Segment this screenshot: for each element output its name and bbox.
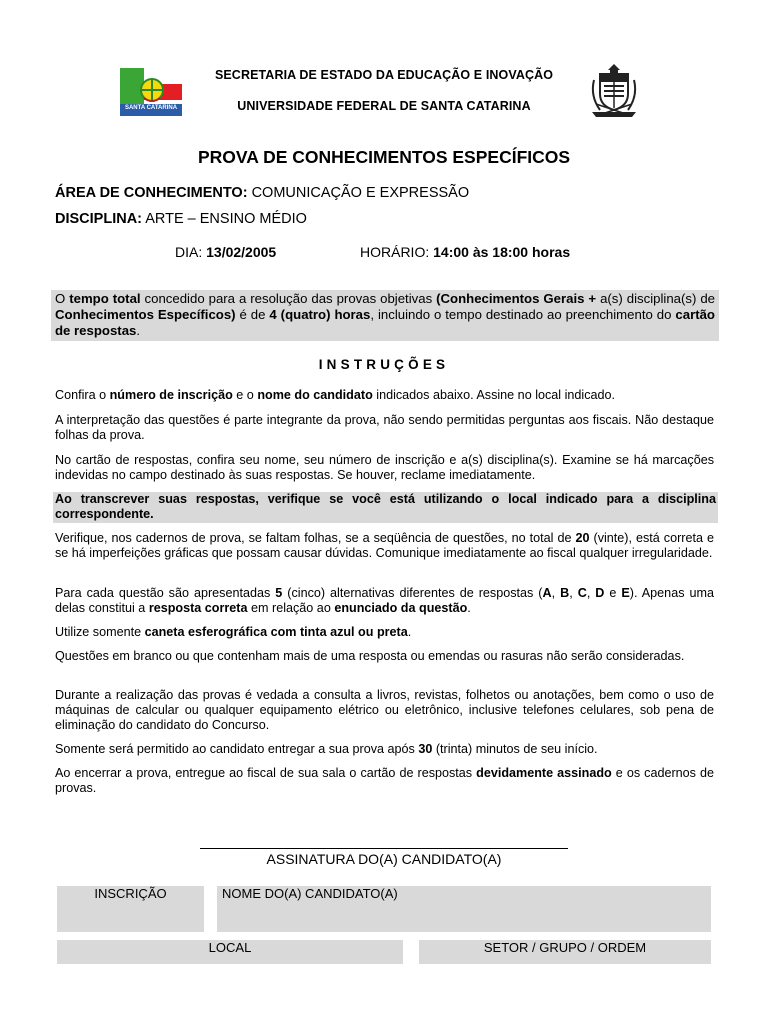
- area-value: COMUNICAÇÃO E EXPRESSÃO: [251, 185, 470, 201]
- horario-label: HORÁRIO:: [360, 244, 430, 260]
- page-title: PROVA DE CONHECIMENTOS ESPECÍFICOS: [197, 147, 571, 167]
- bold-text: resposta correta: [148, 601, 248, 615]
- signature-label: ASSINATURA DO(A) CANDIDATO(A): [266, 851, 502, 867]
- disciplina-label: DISCIPLINA:: [55, 211, 142, 227]
- bold-text: número de inscrição: [109, 388, 233, 402]
- bold-text: tempo total: [69, 291, 141, 306]
- horario-value: 14:00 às 18:00 horas: [433, 244, 571, 260]
- text-segment: Ao encerrar a prova, entregue ao fiscal de sua sala o cartão de respostas: [55, 766, 477, 780]
- header-universidade: UNIVERSIDADE FEDERAL DE SANTA CATARINA: [237, 99, 531, 113]
- instruction-paragraph: [55, 586, 714, 616]
- area-label: ÁREA DE CONHECIMENTO:: [55, 185, 248, 201]
- bold-text: 5: [275, 586, 283, 600]
- disciplina-value: ARTE – ENSINO MÉDIO: [145, 211, 307, 227]
- bold-text: Conhecimentos Específicos): [55, 307, 236, 322]
- bold-text: C: [577, 586, 587, 600]
- text-segment: (cinco) alternativas diferentes de respostas (: [282, 586, 543, 600]
- setor-grupo-ordem-box[interactable]: [419, 940, 711, 964]
- text-segment: e: [604, 586, 622, 600]
- text-segment: (vinte), está correta e se há imperfeições gráficas que possam causar dúvidas. Comunique imediatamente ao fiscal qualquer irregularidade.: [55, 531, 714, 560]
- disciplina: [55, 211, 307, 227]
- text-segment: concedido para a resolução das provas objetivas: [140, 291, 437, 306]
- instruction-paragraph: [55, 531, 714, 561]
- bold-text: 30: [418, 742, 433, 756]
- bold-text: E: [621, 586, 630, 600]
- text-segment: Durante a realização das provas é vedada a consulta a livros, revistas, folhetos ou anotações, bem como o uso de máquinas de calcular ou qualquer equipamento elétrico ou eletrônico, inclusive telefones celulares, sob pena de eliminação do candidato do Concurso.: [55, 688, 714, 732]
- signature-line[interactable]: [200, 848, 568, 849]
- text-segment: A interpretação das questões é parte integrante da prova, não sendo permitidas perguntas aos fiscais. Não destaque folhas da prova.: [55, 413, 714, 442]
- text-segment: e o: [232, 388, 258, 402]
- text-segment: ,: [551, 586, 561, 600]
- text-segment: é de: [235, 307, 270, 322]
- text-segment: ,: [569, 586, 578, 600]
- text-segment: No cartão de respostas, confira seu nome, seu número de inscrição e a(s) disciplina(s). Examine se há marcações indevidas no campo destinado às suas respostas. Se houver, reclame imediatamente.: [55, 453, 714, 482]
- nome-candidato-box[interactable]: [217, 886, 711, 932]
- instruction-paragraph: [55, 766, 714, 796]
- text-segment: Verifique, nos cadernos de prova, se faltam folhas, se a seqüência de questões, no total de: [55, 531, 576, 545]
- instruction-paragraph: [55, 413, 714, 443]
- bold-text: caneta esferográfica com tinta azul ou preta: [144, 625, 408, 639]
- instruction-paragraph: [55, 453, 714, 483]
- text-segment: O: [55, 291, 70, 306]
- local-box[interactable]: [57, 940, 403, 964]
- ufsc-crest: [586, 60, 642, 120]
- text-segment: indicados abaixo. Assine no local indicado.: [372, 388, 616, 402]
- bold-text: cartão de respostas: [55, 307, 715, 338]
- text-segment: Questões em branco ou que contenham mais de uma resposta ou emendas ou rasuras não serão consideradas.: [55, 649, 685, 663]
- text-segment: a(s) disciplina(s) de: [596, 291, 715, 306]
- instruction-paragraph: [55, 649, 714, 664]
- text-segment: , incluindo o tempo destinado ao preenchimento do: [370, 307, 676, 322]
- header-secretaria: SECRETARIA DE ESTADO DA EDUCAÇÃO E INOVAÇÃO: [214, 68, 554, 82]
- bold-text: 20: [575, 531, 590, 545]
- bold-text: A: [542, 586, 552, 600]
- bold-text: nome do candidato: [257, 388, 373, 402]
- instruction-paragraph: [55, 688, 714, 733]
- exam-time: [360, 244, 570, 260]
- instruction-paragraph: [55, 742, 714, 757]
- text-segment: Utilize somente: [55, 625, 145, 639]
- text-segment: .: [407, 625, 412, 639]
- instruction-paragraph: [55, 388, 714, 403]
- instruction-paragraph: [53, 492, 718, 523]
- bold-text: B: [560, 586, 570, 600]
- text-segment: Somente será permitido ao candidato entregar a sua prova após: [55, 742, 419, 756]
- text-segment: ,: [586, 586, 596, 600]
- bold-text: enunciado da questão: [334, 601, 468, 615]
- text-segment: ). Apenas uma delas constitui a: [55, 586, 714, 615]
- text-segment: Confira o: [55, 388, 110, 402]
- inscricao-box[interactable]: [57, 886, 204, 932]
- text-segment: (trinta) minutos de seu início.: [432, 742, 598, 756]
- bold-text: 4 (quatro) horas: [269, 307, 371, 322]
- nome-candidato-label: NOME DO(A) CANDIDATO(A): [222, 886, 398, 901]
- santa-catarina-logo: [120, 68, 182, 116]
- inscricao-label: INSCRIÇÃO: [94, 886, 167, 901]
- text-segment: e os cadernos de provas.: [55, 766, 714, 795]
- instructions-title: INSTRUÇÕES: [318, 357, 450, 372]
- text-segment: .: [467, 601, 471, 615]
- dia-label: DIA:: [175, 244, 203, 260]
- dia-value: 13/02/2005: [206, 244, 277, 260]
- text-segment: .: [136, 323, 141, 338]
- setor-grupo-ordem-label: SETOR / GRUPO / ORDEM: [483, 940, 647, 955]
- logo-caption: SANTA CATARINA: [124, 105, 178, 111]
- bold-text: (Conhecimentos Gerais +: [436, 291, 597, 306]
- bold-text: Ao transcrever suas respostas, verifique se você está utilizando o local indicado para a disciplina correspondente.: [55, 492, 716, 521]
- instruction-paragraph: [55, 625, 714, 640]
- text-segment: Para cada questão são apresentadas: [55, 586, 276, 600]
- local-label: LOCAL: [208, 940, 252, 955]
- bold-text: devidamente assinado: [476, 766, 612, 780]
- bold-text: D: [595, 586, 605, 600]
- tempo-total-notice: [51, 290, 719, 341]
- area-conhecimento: [55, 185, 469, 201]
- exam-date: [175, 244, 276, 260]
- text-segment: em relação ao: [247, 601, 335, 615]
